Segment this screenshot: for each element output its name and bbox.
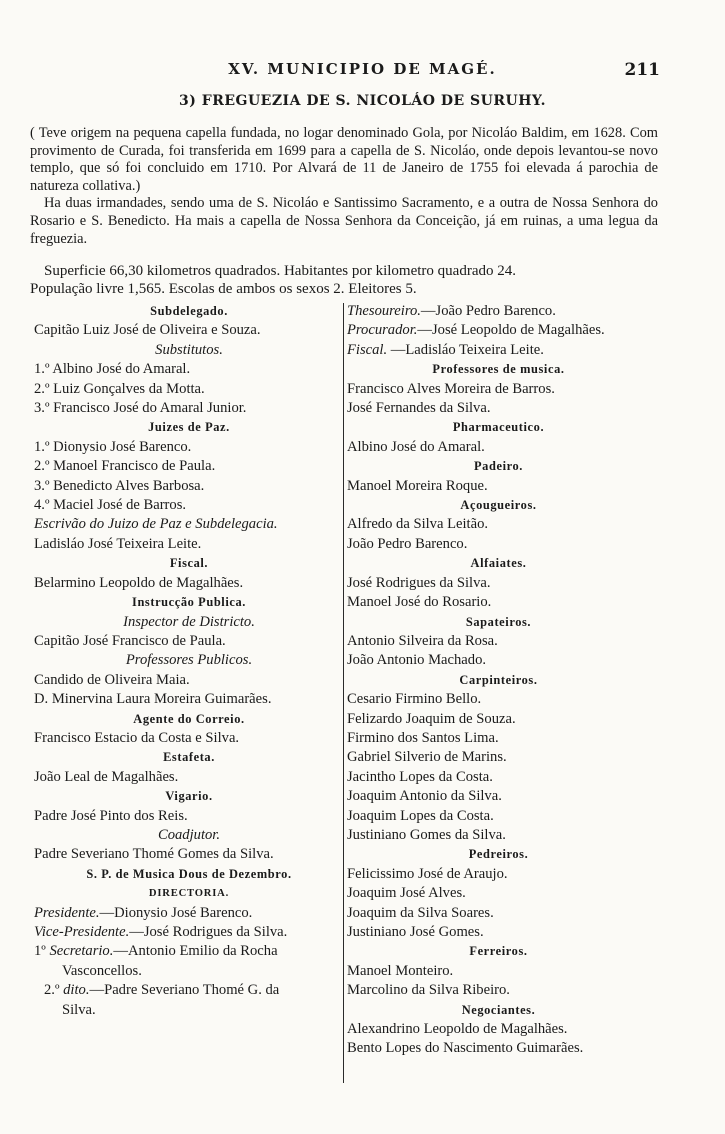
list-item: Manoel Moreira Roque.: [347, 477, 488, 494]
pedreiros-heading: Pedreiros.: [468, 847, 529, 862]
fiscal-name: Belarmino Leopoldo de Magalhães.: [34, 574, 244, 591]
padeiro-heading: Padeiro.: [474, 459, 523, 474]
professores-heading: Professores Publicos.: [125, 652, 253, 669]
vigario-name: Padre José Pinto dos Reis.: [34, 807, 188, 824]
role-holder: —Padre Severiano Thomé G. da: [89, 982, 280, 999]
secretario-1-line: [34, 942, 344, 961]
list-item: Francisco Alves Moreira de Barros.: [347, 380, 555, 397]
statistics-line-2: População livre 1,565. Escolas de ambos os sexos 2. Eleitores 5.: [30, 281, 417, 297]
list-item: Alexandrino Leopoldo de Magalhães.: [347, 1021, 568, 1038]
role-title: dito.: [63, 982, 90, 999]
list-item: Felizardo Joaquim de Souza.: [347, 710, 516, 727]
list-item: Joaquim Antonio da Silva.: [347, 788, 502, 805]
running-title: XV. MUNICIPIO DE MAGÉ.: [228, 60, 497, 78]
list-item: Justiniano Gomes da Silva.: [347, 826, 506, 843]
list-item: 2.º Luiz Gonçalves da Motta.: [34, 380, 205, 397]
fiscal-heading: Fiscal.: [169, 556, 209, 571]
list-item: 3.º Benedicto Alves Barbosa.: [34, 477, 205, 494]
presidente-line: [34, 904, 344, 923]
sapateiros-heading: Sapateiros.: [465, 614, 532, 629]
thesoureiro-line: [347, 302, 650, 321]
juizes-heading: Juizes de Paz.: [148, 420, 230, 435]
secretario-1-continuation: Vasconcellos.: [62, 962, 142, 979]
inspector-name: Capitão José Francisco de Paula.: [34, 632, 226, 649]
list-item: Antonio Silveira da Rosa.: [347, 632, 498, 649]
role-title: Thesoureiro.: [347, 303, 421, 319]
list-item: Candido de Oliveira Maia.: [34, 671, 190, 688]
list-item: Gabriel Silverio de Marins.: [347, 749, 507, 766]
role-number: 2.º: [44, 982, 64, 999]
acougueiros-heading: Açougueiros.: [460, 498, 537, 513]
role-holder: —José Rodrigues da Silva.: [129, 924, 288, 940]
list-item: Jacintho Lopes da Costa.: [347, 768, 493, 785]
list-item: 4.º Maciel José de Barros.: [34, 497, 187, 514]
list-item: Joaquim José Alves.: [347, 885, 466, 902]
negociantes-heading: Negociantes.: [461, 1002, 536, 1017]
role-title: Presidente.: [34, 904, 100, 921]
role-holder: —José Leopoldo de Magalhães.: [417, 322, 605, 339]
list-item: Alfredo da Silva Leitão.: [347, 516, 489, 533]
left-column: [34, 302, 344, 1020]
list-item: Felicissimo José de Araujo.: [347, 865, 508, 882]
correio-name: Francisco Estacio da Costa e Silva.: [34, 729, 240, 746]
instrucao-heading: Instrucção Publica.: [132, 595, 246, 610]
role-title: Secretario.: [49, 943, 114, 960]
list-item: José Fernandes da Silva.: [347, 400, 491, 417]
list-item: D. Minervina Laura Moreira Guimarães.: [34, 691, 272, 708]
carpinteiros-heading: Carpinteiros.: [459, 672, 538, 687]
list-item: Cesario Firmino Bello.: [347, 691, 482, 708]
escrivao-heading: Escrivão do Juizo de Paz e Subdelegacia.: [34, 516, 278, 533]
list-item: 1.º Dionysio José Barenco.: [34, 438, 192, 455]
list-item: João Antonio Machado.: [347, 652, 487, 669]
list-item: 1.º Albino José do Amaral.: [34, 361, 191, 378]
list-item: José Rodrigues da Silva.: [347, 574, 491, 591]
list-item: Manoel Monteiro.: [347, 962, 454, 979]
list-item: Marcolino da Silva Ribeiro.: [347, 982, 510, 999]
role-title: Fiscal.: [347, 341, 388, 358]
brotherhoods-paragraph: Ha duas irmandades, sendo uma de S. Nicoláo e Santissimo Sacramento, e a outra de Nossa Senhora do Rosario e S. Benedicto. Ha mais a capella de Nossa Senhora da Conceição, já em ruinas, a uma legua da freguezia.: [30, 195, 658, 247]
list-item: Manoel José do Rosario.: [347, 594, 492, 611]
role-title: Vice-Presidente.: [34, 924, 130, 940]
list-item: Firmino dos Santos Lima.: [347, 729, 499, 746]
musica-society-heading: S. P. de Musica Dous de Dezembro.: [86, 866, 292, 881]
role-holder: —Dionysio José Barenco.: [99, 904, 253, 921]
role-title: Procurador.: [347, 322, 418, 339]
escrivao-name: Ladisláo José Teixeira Leite.: [34, 535, 202, 552]
section-title: 3) FREGUEZIA DE S. NICOLÁO DE SURUHY.: [179, 93, 546, 109]
role-number: 1º: [34, 943, 50, 960]
page-number: 211: [624, 60, 660, 80]
role-holder: —Antonio Emilio da Rocha: [113, 943, 278, 960]
role-holder: —João Pedro Barenco.: [420, 303, 556, 319]
vice-presidente-line: [34, 923, 344, 942]
subdelegado-name: Capitão Luiz José de Oliveira e Souza.: [34, 322, 261, 339]
right-column: [347, 302, 650, 1059]
procurador-line: [347, 321, 650, 340]
role-holder: —Ladisláo Teixeira Leite.: [387, 341, 544, 358]
ferreiros-heading: Ferreiros.: [469, 944, 528, 959]
inspector-heading: Inspector de Districto.: [123, 613, 255, 630]
substitutos-heading: Substitutos.: [155, 341, 223, 358]
statistics: [30, 262, 658, 298]
list-item: João Pedro Barenco.: [347, 535, 468, 552]
fiscal-line: [347, 341, 650, 360]
directoria-heading: DIRECTORIA.: [148, 888, 230, 900]
alfaiates-heading: Alfaiates.: [470, 556, 527, 571]
list-item: 3.º Francisco José do Amaral Junior.: [34, 400, 247, 417]
correio-heading: Agente do Correio.: [133, 711, 245, 726]
subdelegado-heading: Subdelegado.: [150, 304, 228, 318]
estafeta-heading: Estafeta.: [163, 750, 215, 765]
page-header: [0, 60, 725, 84]
list-item: 2.º Manoel Francisco de Paula.: [34, 458, 216, 475]
secretario-2-continuation: Silva.: [62, 1001, 96, 1018]
list-item: Joaquim Lopes da Costa.: [347, 807, 494, 824]
list-item: Bento Lopes do Nascimento Guimarães.: [347, 1040, 584, 1057]
pharmaceutico-heading: Pharmaceutico.: [452, 420, 545, 435]
list-item: Albino José do Amaral.: [347, 438, 485, 455]
coadjutor-heading: Coadjutor.: [157, 826, 221, 843]
list-item: Justiniano José Gomes.: [347, 924, 484, 940]
statistics-line-1: Superficie 66,30 kilometros quadrados. Habitantes por kilometro quadrado 24.: [44, 263, 516, 279]
coadjutor-name: Padre Severiano Thomé Gomes da Silva.: [34, 846, 274, 863]
prof-musica-heading: Professores de musica.: [432, 362, 565, 377]
list-item: Joaquim da Silva Soares.: [347, 904, 494, 921]
secretario-2-line: [34, 981, 344, 1000]
vigario-heading: Vigario.: [165, 789, 213, 804]
estafeta-name: João Leal de Magalhães.: [34, 768, 179, 785]
history-paragraph: ( Teve origem na pequena capella fundada, no logar denominado Gola, por Nicoláo Baldim, em 1628. Com provimento de Curada, foi transferida em 1699 para a capella de S. Nicoláo, onde depois levantou-se novo templo, que só foi concluido em 1710. Por Alvará de 11 de Janeiro de 1755 foi elevada á parochia de natureza collativa.): [30, 125, 658, 194]
intro-text: [30, 125, 658, 248]
